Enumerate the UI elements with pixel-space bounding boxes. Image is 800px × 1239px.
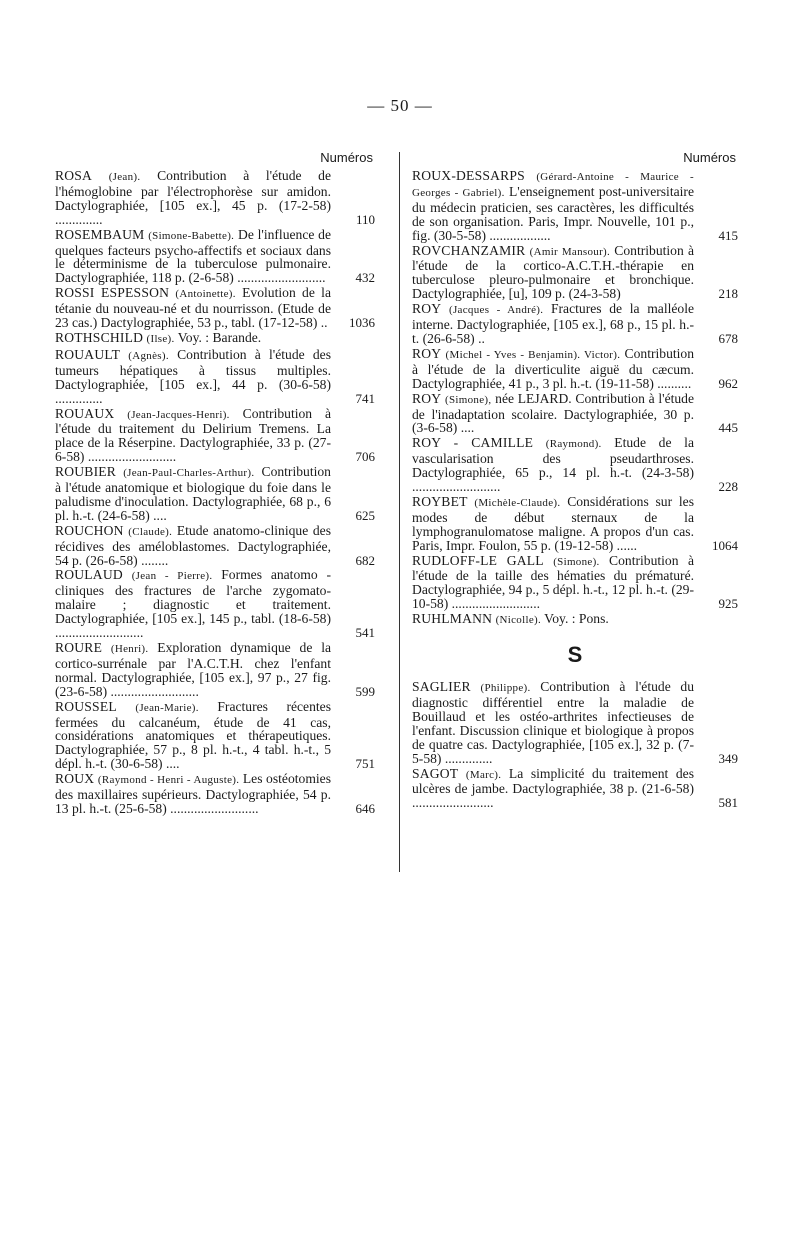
thesis-description: Fractures récentes fermées du calcanéum, étude de 41 cas, considérations anatomiques et thérapeutiques. Dactylographiée, 57 p., 8 pl. h.-t., 4 tabl. h.-t., 5 dépl. h.-t. (30-6-58) .... <box>55 698 331 772</box>
index-entry <box>55 700 375 772</box>
author-given-names: (Ilse). <box>146 332 175 345</box>
thesis-description: Contribution à l'étude de l'hémoglobine par l'électrophorèse sur amidon. Dactylographiée, [105 ex.], 45 p. (17-2-58) .............. <box>55 168 331 227</box>
author-given-names: (Jean - Pierre). <box>131 570 213 583</box>
author-given-names: (Michel - Yves - Benjamin). Victor). <box>445 348 621 361</box>
entry-text <box>412 436 694 494</box>
thesis-number: 678 <box>718 330 738 346</box>
thesis-description: Evolution de la tétanie du nouveau-né et du nourrisson. (Etude de 23 cas.) Dactylographiée, 53 p., tabl. (17-12-58) .. <box>55 285 331 331</box>
entry-text <box>55 700 331 772</box>
thesis-number: 581 <box>718 795 738 811</box>
author-given-names: (Simone-Babette). <box>148 229 235 242</box>
author-surname: ROY <box>412 390 442 406</box>
author-surname: ROUX-DESSARPS <box>412 168 525 183</box>
author-surname: ROTHSCHILD <box>55 329 144 345</box>
thesis-number: 962 <box>718 375 738 391</box>
index-entry <box>412 554 738 612</box>
thesis-description: Contribution à l'étude des tumeurs hépatiques à tissus multiples. Dactylographiée, [105 ex.], 44 p. (30-6-58) .............. <box>55 346 331 406</box>
index-entry <box>55 407 375 465</box>
index-entry <box>55 331 375 347</box>
author-surname: ROVCHANZAMIR <box>412 242 526 258</box>
author-surname: ROUX <box>55 771 95 787</box>
entry-text <box>412 767 694 811</box>
thesis-description: Formes anatomo - cliniques des fractures de l'arche zygomato-malaire ; diagnostic et traitement. Dactylographiée, [105 ex.], 145 p., tabl. (18-6-58) .......................... <box>55 567 331 641</box>
thesis-description: Fractures de la malléole interne. Dactylographiée, [105 ex.], 68 p., 15 pl. h.-t. (26-6-58) .. <box>412 301 695 346</box>
author-surname: ROSA <box>55 168 93 183</box>
index-entry <box>412 244 738 302</box>
author-given-names: (Agnès). <box>128 349 169 362</box>
thesis-number: 432 <box>355 270 375 286</box>
thesis-number: 541 <box>355 625 375 641</box>
entry-text <box>412 347 694 391</box>
author-given-names: (Raymond - Henri - Auguste). <box>97 774 240 787</box>
column-divider <box>399 152 400 872</box>
thesis-description: Contribution à l'étude du traitement du Delirium Tremens. La place de la Réserpine. Dactylographiée, 33 p. (27-6-58) .......................... <box>55 405 332 465</box>
left-column <box>55 150 375 817</box>
thesis-description: Contribution à l'étude de la taille des hématies du prématuré. Dactylographiée, 94 p., 5 dépl. h.-t., 12 pl. h.-t. (29-10-58) .......................... <box>412 552 695 612</box>
entry-text <box>55 286 331 330</box>
author-given-names: (Jean-Marie). <box>135 701 199 714</box>
thesis-number: 228 <box>718 479 738 495</box>
thesis-description: Contribution à l'étude de la cortico-A.C.T.H.-thérapie en tuberculose pleuro-pulmonaire et bronchique. Dactylographiée, [u], 109 p. (24-3-58) <box>412 242 694 302</box>
thesis-description: Contribution à l'étude du diagnostic différentiel entre la maladie de Bouillaud et les ostéo-arthrites infectieuses de l'enfant. Discussion clinique et biologique à propos de quatre cas. Dactylographiée, [105 ex.], 32 p. (7-5-58) .............. <box>412 679 695 766</box>
right-column <box>412 150 738 811</box>
author-surname: ROURE <box>55 640 103 655</box>
author-surname: ROY - CAMILLE <box>412 435 534 451</box>
index-entry <box>55 348 375 406</box>
thesis-description: Voy. : Barande. <box>177 329 262 345</box>
thesis-number: 751 <box>355 756 375 772</box>
author-surname: ROUCHON <box>55 522 124 538</box>
author-given-names: (Nicolle). <box>495 614 542 627</box>
index-entry <box>412 436 738 494</box>
thesis-description: Etude de la vascularisation des pseudarthroses. Dactylographiée, 65 p., 14 pl. h.-t. (24-3-58) .......................... <box>412 435 694 495</box>
author-surname: ROUSSEL <box>55 698 117 714</box>
thesis-description: Contribution à l'étude anatomique et biologique du foie dans le paludisme d'inoculation. Dactylographiée, 68 p., 6 pl. h.-t. (24-6-58) .... <box>55 464 331 523</box>
author-given-names: (Michèle-Claude). <box>474 496 561 509</box>
author-given-names: (Antoinette). <box>175 288 236 301</box>
thesis-number: 110 <box>355 211 375 227</box>
author-surname: RUHLMANN <box>412 611 493 627</box>
entry-list <box>55 169 375 816</box>
thesis-number: 625 <box>355 507 375 523</box>
thesis-description: Contribution à l'étude de la diverticulite aiguë du cæcum. Dactylographiée, 41 p., 3 pl. h.-t. (19-11-58) .......... <box>412 345 695 391</box>
index-entry <box>412 347 738 391</box>
thesis-number: 1036 <box>349 315 375 331</box>
entry-text <box>55 331 331 347</box>
author-given-names: (Henri). <box>110 643 149 655</box>
index-entry <box>412 680 738 765</box>
author-surname: ROUAUX <box>55 405 115 421</box>
thesis-number: 646 <box>355 800 375 816</box>
author-surname: RUDLOFF-LE GALL <box>412 552 544 568</box>
thesis-number: 218 <box>718 286 738 302</box>
page-number: — 50 — <box>367 96 433 115</box>
thesis-description: Les ostéotomies des maxillaires supérieurs. Dactylographiée, 54 p. 13 pl. h.-t. (25-6-58) .......................... <box>55 771 331 816</box>
entry-text <box>55 169 331 227</box>
entry-text <box>412 392 694 436</box>
thesis-number: 1064 <box>712 537 738 553</box>
author-surname: ROSEMBAUM <box>55 226 145 242</box>
index-entry <box>412 302 738 346</box>
author-given-names: (Marc). <box>465 768 502 781</box>
author-surname: ROUBIER <box>55 464 117 480</box>
thesis-number: 682 <box>355 552 375 568</box>
thesis-description: Exploration dynamique de la cortico-surrénale par l'A.C.T.H. chez l'enfant normal. Dactylographiée, [105 ex.], 97 p., 27 fig. (23-6-58) .......................... <box>55 640 332 699</box>
thesis-description: L'enseignement post-universitaire du médecin praticien, ses caractères, les difficultés de son organisation. Paris, Impr. Nouvelle, 101 p., fig. (30-5-58) .................. <box>412 183 694 243</box>
thesis-number: 925 <box>718 596 738 612</box>
thesis-description: De l'influence de quelques facteurs psycho-affectifs et sociaux dans le déterminisme de la tuberculose pulmonaire. Dactylographiée, 118 p. (2-6-58) .......................... <box>55 226 331 286</box>
entry-text <box>412 244 694 302</box>
entry-text <box>55 348 331 406</box>
index-entry <box>412 169 738 243</box>
index-entry <box>55 169 375 227</box>
author-surname: ROSSI ESPESSON <box>55 285 170 301</box>
thesis-description: La simplicité du traitement des ulcères de jambe. Dactylographiée, 38 p. (21-6-58) ........................ <box>412 765 694 811</box>
author-given-names: (Philippe). <box>480 682 531 695</box>
thesis-number: 706 <box>355 449 375 465</box>
thesis-description: Etude anatomo-clinique des récidives des améloblastomes. Dactylographiée, 54 p. (26-6-58) ........ <box>55 522 331 568</box>
author-given-names: (Jean-Jacques-Henri). <box>127 408 230 421</box>
index-entry <box>412 612 738 628</box>
entry-text <box>412 612 694 628</box>
thesis-number: 415 <box>718 227 738 243</box>
index-entry <box>55 772 375 816</box>
entry-text <box>55 228 331 286</box>
author-given-names: (Claude). <box>128 525 173 538</box>
author-given-names: (Gérard-Antoine - Maurice - Georges - Gabriel). <box>412 171 694 199</box>
author-given-names: (Simone). <box>553 555 600 568</box>
entry-text <box>412 680 694 765</box>
entry-list <box>412 680 738 810</box>
index-entry <box>55 524 375 568</box>
index-entry <box>55 641 375 699</box>
entry-text <box>55 772 331 816</box>
column-header: Numéros <box>320 150 373 165</box>
column-header: Numéros <box>683 150 736 165</box>
entry-list <box>412 169 738 628</box>
author-given-names: (Amir Mansour). <box>529 245 611 258</box>
thesis-number: 599 <box>355 683 375 699</box>
author-given-names: (Raymond). <box>545 438 602 451</box>
entry-text <box>412 554 694 612</box>
entry-text <box>55 524 331 568</box>
section-letter: S <box>567 642 583 668</box>
entry-text <box>412 495 694 553</box>
author-surname: ROYBET <box>412 493 468 509</box>
author-surname: ROY <box>412 345 442 361</box>
thesis-description: Voy. : Pons. <box>544 611 609 627</box>
entry-text <box>55 465 331 523</box>
index-entry <box>412 767 738 811</box>
index-entry <box>412 495 738 553</box>
thesis-number: 445 <box>718 420 738 436</box>
index-entry <box>55 465 375 523</box>
author-surname: ROY <box>412 301 442 317</box>
author-surname: ROUAULT <box>55 346 121 362</box>
entry-text <box>55 641 331 699</box>
entry-text <box>412 302 694 346</box>
entry-text <box>55 568 331 640</box>
index-entry <box>55 228 375 286</box>
thesis-description: Considérations sur les modes de début sternaux de la lymphogranulomatose maligne. A propos d'un cas. Paris, Impr. Foulon, 55 p. (19-12-58) ...... <box>412 493 694 553</box>
author-surname: ROULAUD <box>55 567 123 583</box>
index-entry <box>55 286 375 330</box>
thesis-number: 349 <box>718 750 738 766</box>
author-given-names: (Jean). <box>108 171 141 183</box>
thesis-description: née LEJARD. Contribution à l'étude de l'inadaptation scolaire. Dactylographiée, 30 p. (3-6-58) .... <box>412 390 695 436</box>
entry-text <box>412 169 694 243</box>
author-given-names: (Simone), <box>445 393 492 406</box>
author-given-names: (Jean-Paul-Charles-Arthur). <box>123 467 255 480</box>
index-entry <box>412 392 738 436</box>
author-given-names: (Jacques - André). <box>449 304 544 317</box>
entry-text <box>55 407 331 465</box>
author-surname: SAGLIER <box>412 679 471 695</box>
index-entry <box>55 568 375 640</box>
author-surname: SAGOT <box>412 765 459 781</box>
thesis-number: 741 <box>355 390 375 406</box>
